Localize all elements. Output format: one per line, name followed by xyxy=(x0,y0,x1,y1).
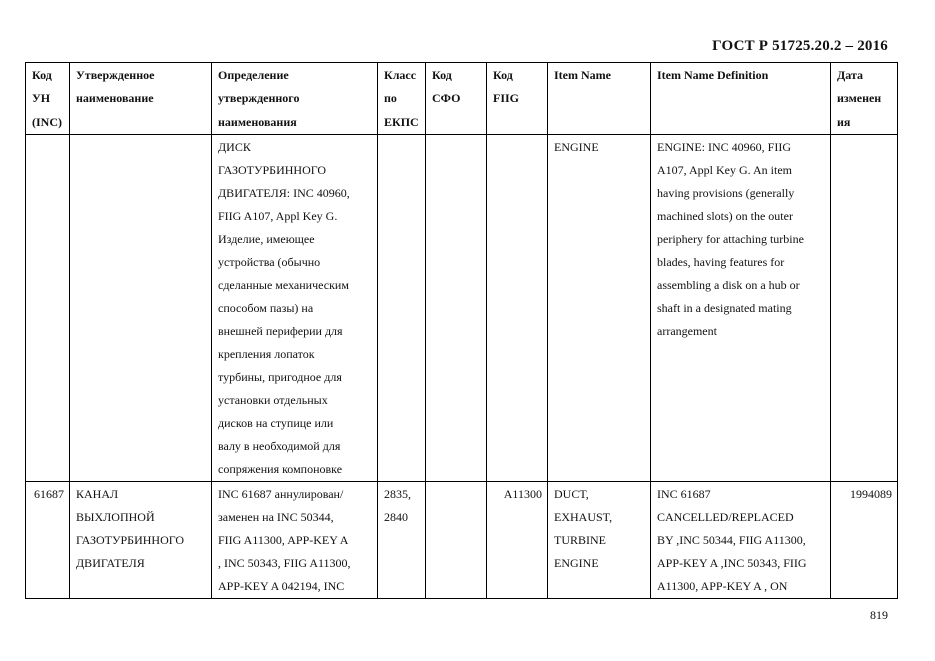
cell-text-line: ДВИГАТЕЛЯ: INC 40960, xyxy=(218,186,350,201)
table-row xyxy=(26,135,898,482)
cell-text-line: ЕКПС xyxy=(384,114,419,129)
cell-text-line: ия xyxy=(837,114,851,129)
cell-fiig xyxy=(487,482,548,599)
cell-inc xyxy=(26,135,70,482)
cell-text-line: DUCT, xyxy=(554,487,589,502)
cell-text-line: having provisions (generally xyxy=(657,186,795,201)
cell-text-line: machined slots) on the outer xyxy=(657,209,793,224)
cell-text-line: наименование xyxy=(76,91,154,106)
cell-text-line: TURBINE xyxy=(554,533,606,548)
cell-text-line: способом пазы) на xyxy=(218,301,314,316)
cell-text-line: blades, having features for xyxy=(657,255,785,270)
cell-text-line: , INC 50343, FIIG A11300, xyxy=(218,556,351,571)
header-cell xyxy=(487,63,548,135)
header-cell xyxy=(426,63,487,135)
cell-text-line: Дата xyxy=(837,68,863,82)
cell-text-line: FIIG xyxy=(493,91,520,106)
cell-text-line: 2835, xyxy=(384,487,411,502)
cell-approved-name xyxy=(70,482,212,599)
cell-sfo xyxy=(426,482,487,599)
header-cell xyxy=(212,63,378,135)
cell-date xyxy=(831,135,898,482)
cell-text-line: установки отдельных xyxy=(218,393,328,408)
cell-text-line: ГАЗОТУРБИННОГО xyxy=(76,533,185,548)
cell-text-line: FIIG A11300, APP-KEY A xyxy=(218,533,349,548)
cell-text-line: Item Name Definition xyxy=(657,68,769,82)
cell-text-line: Item Name xyxy=(554,68,611,82)
cell-text-line: сопряжения компоновке xyxy=(218,462,343,477)
cell-text-line: INC 61687 xyxy=(657,487,711,502)
cell-text-line: periphery for attaching turbine xyxy=(657,232,804,247)
cell-text-line: Код xyxy=(493,68,513,82)
cell-text-line: Определение xyxy=(218,68,289,82)
cell-text-line: BY ,INC 50344, FIIG A11300, xyxy=(657,533,806,548)
cell-text-line: APP-KEY A 042194, INC xyxy=(218,579,345,594)
cell-text-line: ENGINE xyxy=(554,140,599,155)
cell-text-line: заменен на INC 50344, xyxy=(218,510,334,525)
cell-text-line: внешней периферии для xyxy=(218,324,343,339)
cell-text-line: УН xyxy=(32,91,51,106)
cell-fiig xyxy=(487,135,548,482)
header-cell xyxy=(26,63,70,135)
cell-sfo xyxy=(426,135,487,482)
cell-definition xyxy=(212,482,378,599)
table-header-row xyxy=(26,63,898,135)
cell-text-line: CANCELLED/REPLACED xyxy=(657,510,794,525)
cell-item-definition xyxy=(651,482,831,599)
cell-text-line: APP-KEY A ,INC 50343, FIIG xyxy=(657,556,807,571)
cell-text-line: утвержденного xyxy=(218,91,300,106)
cell-text-line: INC 61687 аннулирован/ xyxy=(218,487,344,502)
header-cell xyxy=(378,63,426,135)
cell-text-line: крепления лопаток xyxy=(218,347,315,362)
cell-text-line: ENGINE xyxy=(554,556,599,571)
cell-date xyxy=(831,482,898,599)
cell-text-line: КАНАЛ xyxy=(76,487,119,502)
cell-class xyxy=(378,135,426,482)
page-number: 819 xyxy=(870,608,888,622)
cell-text-line: ГАЗОТУРБИННОГО xyxy=(218,163,327,178)
cell-text-line: Код xyxy=(432,68,452,82)
cell-text-line: ДВИГАТЕЛЯ xyxy=(76,556,145,571)
cell-text-line: изменен xyxy=(837,91,882,106)
cell-inc xyxy=(26,482,70,599)
cell-text-line: arrangement xyxy=(657,324,717,339)
cell-text-line: assembling a disk on a hub or xyxy=(657,278,800,293)
cell-text-line: сделанные механическим xyxy=(218,278,349,293)
cell-text-line: 61687 xyxy=(34,487,64,502)
cell-text-line: Код xyxy=(32,68,52,82)
cell-text-line: A11300 xyxy=(503,487,542,502)
cell-text-line: СФО xyxy=(432,91,461,106)
cell-text-line: турбины, пригодное для xyxy=(218,370,342,385)
cell-text-line: (INC) xyxy=(32,114,62,129)
cell-text-line: валу в необходимой для xyxy=(218,439,341,454)
cell-text-line: ENGINE: INC 40960, FIIG xyxy=(657,140,791,155)
cell-text-line: дисков на ступице или xyxy=(218,416,334,431)
cell-text-line: FIIG A107, Appl Key G. xyxy=(218,209,338,224)
table-row xyxy=(26,482,898,599)
cell-text-line: Утвержденное xyxy=(76,68,155,82)
cell-text-line: Изделие, имеющее xyxy=(218,232,315,247)
cell-text-line: 2840 xyxy=(384,510,408,525)
data-table xyxy=(25,62,898,599)
cell-text-line: 1994089 xyxy=(850,487,892,502)
cell-item-name xyxy=(548,482,651,599)
cell-text-line: shaft in a designated mating xyxy=(657,301,792,316)
cell-text-line: ДИСК xyxy=(218,140,251,155)
cell-definition xyxy=(212,135,378,482)
document-header: ГОСТ Р 51725.20.2 – 2016 xyxy=(712,38,888,54)
header-cell xyxy=(831,63,898,135)
cell-text-line: наименования xyxy=(218,114,297,129)
cell-text-line: A107, Appl Key G. An item xyxy=(657,163,792,178)
cell-item-definition xyxy=(651,135,831,482)
cell-item-name xyxy=(548,135,651,482)
header-cell xyxy=(651,63,831,135)
cell-text-line: устройства (обычно xyxy=(218,255,321,270)
cell-text-line: A11300, APP-KEY A , ON xyxy=(657,579,788,594)
cell-text-line: EXHAUST, xyxy=(554,510,613,525)
header-cell xyxy=(70,63,212,135)
cell-text-line: ВЫХЛОПНОЙ xyxy=(76,510,155,525)
cell-text-line: по xyxy=(384,91,397,106)
cell-class xyxy=(378,482,426,599)
cell-text-line: Класс xyxy=(384,68,417,82)
cell-approved-name xyxy=(70,135,212,482)
header-cell xyxy=(548,63,651,135)
